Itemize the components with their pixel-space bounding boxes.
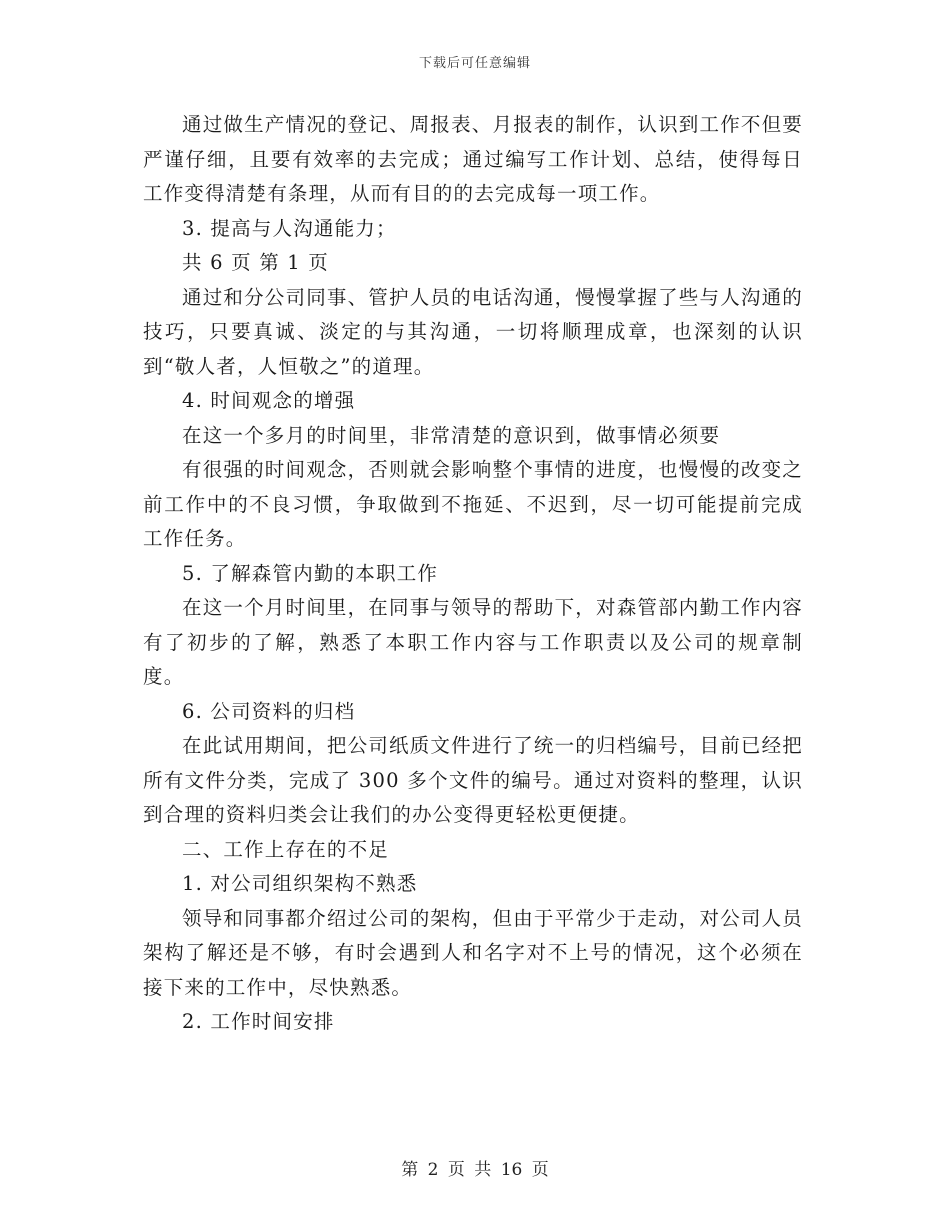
paragraph: 有很强的时间观念，否则就会影响整个事情的进度，也慢慢的改变之前工作中的不良习惯，争取做到不拖延、不迟到，尽一切可能提前完成工作任务。 [143, 458, 804, 550]
page-count-note: 共 6 页 第 1 页 [182, 251, 330, 274]
paragraph: 通过和分公司同事、管护人员的电话沟通，慢慢掌握了些与人沟通的技巧，只要真诚、淡定的与其沟通，一切将顺理成章，也深刻的认识到“敬人者，人恒敬之”的道理。 [143, 285, 804, 378]
section-heading: 2. 工作时间安排 [182, 1010, 335, 1033]
page-footer: 第 2 页 共 16 页 [401, 1160, 549, 1180]
paragraph: 在这一个月时间里，在同事与领导的帮助下，对森管部内勤工作内容有了初步的了解，熟悉了本职工作内容与工作职责以及公司的规章制度。 [143, 596, 804, 688]
section-heading: 4. 时间观念的增强 [182, 389, 356, 412]
paragraph: 通过做生产情况的登记、周报表、月报表的制作，认识到工作不但要严谨仔细，且要有效率的去完成；通过编写工作计划、总结，使得每日工作变得清楚有条理，从而有目的的去完成每一项工作。 [143, 113, 804, 205]
section-heading: 3. 提高与人沟通能力； [182, 216, 397, 240]
section-heading: 二、工作上存在的不足 [182, 837, 390, 861]
section-heading: 6. 公司资料的归档 [182, 699, 356, 723]
page-header: 下载后可任意编辑 [418, 56, 531, 71]
document-body [143, 108, 803, 1040]
section-heading: 5. 了解森管内勤的本职工作 [182, 561, 439, 585]
paragraph: 在此试用期间，把公司纸质文件进行了统一的归档编号，目前已经把所有文件分类，完成了 300 多个文件的编号。通过对资料的整理，认识到合理的资料归类会让我们的办公变得更轻松更便捷。 [143, 734, 804, 826]
paragraph: 领导和同事都介绍过公司的架构，但由于平常少于走动，对公司人员架构了解还是不够，有时会遇到人和名字对不上号的情况，这个必须在接下来的工作中，尽快熟悉。 [143, 906, 804, 999]
section-heading: 1. 对公司组织架构不熟悉 [182, 872, 418, 895]
paragraph: 在这一个多月的时间里，非常清楚的意识到，做事情必须要 [182, 423, 721, 447]
